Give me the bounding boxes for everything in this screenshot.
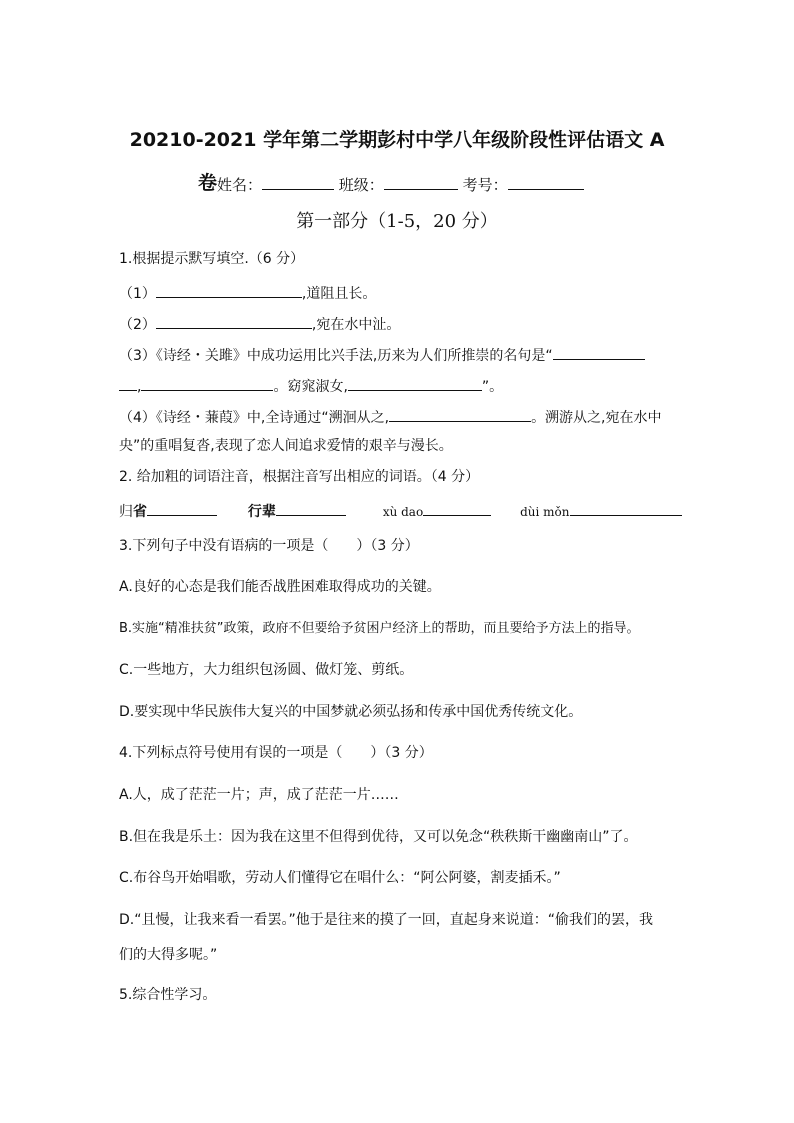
q1-part4-blank[interactable] xyxy=(389,406,531,422)
q2-pinyin1: xù dao xyxy=(382,505,424,519)
q1-part1-blank[interactable] xyxy=(156,282,302,298)
q3-option-b[interactable]: B.实施“精准扶贫”政策，政府不但要给予贫困户经济上的帮助，而且要给予方法上的指导。 xyxy=(119,621,640,636)
student-info-row xyxy=(217,174,584,195)
q2-word2-bold: 辈 xyxy=(261,504,276,520)
q4-option-a[interactable]: A.人，成了茫茫一片；声，成了茫茫一片…… xyxy=(119,787,399,803)
q1-part2 xyxy=(119,313,400,334)
q1-stem: 1.根据提示默写填空.（6 分） xyxy=(119,251,305,267)
q2-pinyin1-blank[interactable] xyxy=(423,500,491,516)
q3-stem: 3.下列句子中没有语病的一项是（ ）（3 分） xyxy=(119,538,419,554)
q1-part4-text-a: （4）《诗经・蒹葭》中,全诗通过“溯洄从之, xyxy=(119,410,390,426)
section-heading: 第一部分（1-5，20 分） xyxy=(296,211,498,232)
q1-part3-line2 xyxy=(119,375,503,396)
q1-part2-blank[interactable] xyxy=(156,313,312,329)
q4-option-b[interactable]: B.但在我是乐土：因为我在这里不但得到优待，又可以免念“秩秩斯干幽幽南山”了。 xyxy=(119,829,638,845)
class-blank[interactable] xyxy=(384,174,458,190)
number-label: 考号： xyxy=(462,176,508,194)
number-blank[interactable] xyxy=(508,174,584,190)
q1-part1-number: （1） xyxy=(119,286,156,302)
q2-pinyin2: dùi mǒn xyxy=(520,505,570,519)
q2-answers-row xyxy=(119,500,682,521)
q1-part3-blank3[interactable] xyxy=(348,375,482,391)
q1-part4-line2: 央”的重唱复沓,表现了恋人间追求爱情的艰辛与漫长。 xyxy=(119,438,453,454)
exam-title: 20210-2021 学年第二学期彭村中学八年级阶段性评估语文 A xyxy=(129,129,665,151)
q3-option-c[interactable]: C.一些地方，大力组织包汤圆、做灯笼、剪纸。 xyxy=(119,662,414,678)
q1-part4-line1 xyxy=(119,406,662,427)
q4-option-c[interactable]: C.布谷鸟开始唱歌，劳动人们懂得它在唱什么：“阿公阿婆，割麦插禾。” xyxy=(119,870,561,886)
q2-word1-plain: 归 xyxy=(119,504,133,520)
q4-option-d-line1[interactable]: D.“且慢，让我来看一看罢。”他于是往来的摸了一回，直起身来说道：“偷我们的罢，我 xyxy=(119,912,653,928)
q1-part3-blank2[interactable] xyxy=(141,375,273,391)
q3-option-d[interactable]: D.要实现中华民族伟大复兴的中国梦就必须弘扬和传承中国优秀传统文化。 xyxy=(119,704,583,720)
q2-word2 xyxy=(248,504,276,520)
q1-part1-tail: ,道阻且长。 xyxy=(301,286,377,302)
q2-word1-blank[interactable] xyxy=(147,500,217,516)
q1-part2-number: （2） xyxy=(119,317,156,333)
q3-option-a[interactable]: A.良好的心态是我们能否战胜困难取得成功的关键。 xyxy=(119,579,441,595)
q1-part1 xyxy=(119,282,376,303)
q1-part3-text-c: 。窈窕淑女, xyxy=(273,379,348,395)
q1-part3-blank1-end[interactable] xyxy=(119,375,137,391)
q2-word1 xyxy=(119,504,147,520)
q2-word2-plain: 行 xyxy=(247,504,262,520)
q1-part3-line1 xyxy=(119,344,645,365)
q4-stem: 4.下列标点符号使用有误的一项是（ ）（3 分） xyxy=(119,745,433,761)
q2-stem: 2. 给加粗的词语注音，根据注音写出相应的词语。（4 分） xyxy=(119,469,480,485)
q1-part3-blank1-start[interactable] xyxy=(553,344,645,360)
q4-option-d-line2[interactable]: 们的大得多呢。” xyxy=(119,947,218,963)
q1-part3-text-b: , xyxy=(137,379,142,395)
q1-part3-text-d: ”。 xyxy=(481,379,504,395)
q1-part4-text-b: 。溯游从之,宛在水中 xyxy=(531,410,662,426)
q2-word1-bold: 省 xyxy=(133,504,147,520)
q1-part3-text-a: （3）《诗经・关雎》中成功运用比兴手法,历来为人们所推崇的名句是“ xyxy=(119,348,553,364)
name-blank[interactable] xyxy=(262,174,334,190)
exam-title-tail: 卷 xyxy=(198,172,218,194)
q2-pinyin2-blank[interactable] xyxy=(570,500,682,516)
q1-part2-tail: ,宛在水中沚。 xyxy=(311,317,401,333)
name-label: 姓名： xyxy=(217,176,263,194)
class-label: 班级： xyxy=(338,176,384,194)
q5-stem: 5.综合性学习。 xyxy=(119,987,217,1003)
q2-word2-blank[interactable] xyxy=(276,500,346,516)
